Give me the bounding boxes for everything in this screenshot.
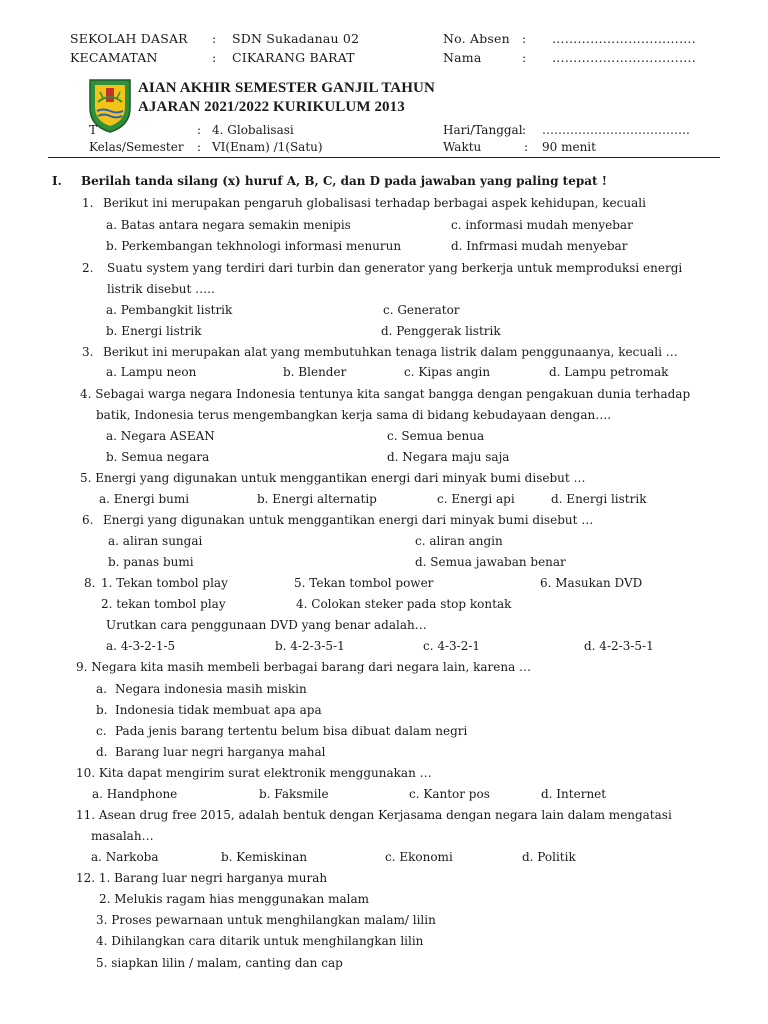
q8-option-b: b. 4-2-3-5-1 <box>275 639 345 653</box>
q4-text-line1: 4. Sebagai warga negara Indonesia tentunya kita sangat bangga dengan pengakuan dunia terhadap <box>80 387 691 401</box>
header-divider <box>48 157 720 158</box>
q6-option-b: b. panas bumi <box>108 555 194 569</box>
time-label: Waktu <box>443 140 482 154</box>
q11-option-a: a. Narkoba <box>91 850 159 864</box>
q2-text-line1: Suatu system yang terdiri dari turbin dan generator yang berkerja untuk memproduksi energi <box>107 261 683 275</box>
q8-step-5: 5. Tekan tombol power <box>294 576 434 590</box>
name-value: ……………………………. <box>552 50 696 65</box>
absen-value: ……………………………. <box>552 31 696 46</box>
absen-sep: : <box>522 31 527 46</box>
section-number: I. <box>52 174 62 188</box>
q6-option-a: a. aliran sungai <box>108 534 203 548</box>
q4-text-line2: batik, Indonesia terus mengembangkan kerja sama di bidang kebudayaan dengan…. <box>96 408 612 422</box>
exam-title-line2: AJARAN 2021/2022 KURIKULUM 2013 <box>138 99 405 115</box>
date-label: Hari/Tanggal <box>443 123 523 137</box>
q3-option-d: d. Lampu petromak <box>549 365 669 379</box>
school-label: SEKOLAH DASAR <box>70 31 188 46</box>
q2-option-a: a. Pembangkit listrik <box>106 303 233 317</box>
q11-option-c: c. Ekonomi <box>385 850 453 864</box>
q1-text: Berikut ini merupakan pengaruh globalisasi terhadap berbagai aspek kehidupan, kecuali <box>103 196 646 210</box>
q10-option-a: a. Handphone <box>92 787 178 801</box>
q8-prompt: Urutkan cara penggunaan DVD yang benar adalah… <box>106 618 427 632</box>
q6-number: 6. <box>82 513 94 527</box>
district-sep: : <box>212 50 217 65</box>
q8-option-d: d. 4-2-3-5-1 <box>584 639 654 653</box>
q10-option-c: c. Kantor pos <box>409 787 490 801</box>
exam-title-line1: AIAN AKHIR SEMESTER GANJIL TAHUN <box>138 80 435 96</box>
q3-option-c: c. Kipas angin <box>404 365 491 379</box>
q5-text: 5. Energi yang digunakan untuk menggantikan energi dari minyak bumi disebut … <box>80 471 586 485</box>
q12-step-3: 3. Proses pewarnaan untuk menghilangkan malam/ lilin <box>96 913 436 927</box>
q9-option-b-letter: b. <box>96 703 108 717</box>
q11-option-d: d. Politik <box>522 850 576 864</box>
district-value: CIKARANG BARAT <box>232 50 355 65</box>
q5-option-c: c. Energi api <box>437 492 515 506</box>
q10-option-b: b. Faksmile <box>259 787 329 801</box>
q12-step-2: 2. Melukis ragam hias menggunakan malam <box>99 892 369 906</box>
q12-step-4: 4. Dihilangkan cara ditarik untuk menghilangkan lilin <box>96 934 424 948</box>
q11-text-line2: masalah… <box>91 829 154 843</box>
q3-option-a: a. Lampu neon <box>106 365 197 379</box>
class-value: VI(Enam) /1(Satu) <box>212 140 323 154</box>
q8-number: 8. <box>84 576 96 590</box>
q11-option-b: b. Kemiskinan <box>221 850 308 864</box>
q12-step-5: 5. siapkan lilin / malam, canting dan cap <box>96 956 343 970</box>
tema-value: 4. Globalisasi <box>212 123 294 137</box>
q1-number: 1. <box>82 196 94 210</box>
q5-option-d: d. Energi listrik <box>551 492 647 506</box>
tema-sep: : <box>197 123 202 137</box>
q5-option-a: a. Energi bumi <box>99 492 190 506</box>
date-value: ………………………………. <box>542 123 690 137</box>
q1-option-c: c. informasi mudah menyebar <box>451 218 633 232</box>
q11-text-line1: 11. Asean drug free 2015, adalah bentuk dengan Kerjasama dengan negara lain dalam mengatasi <box>76 808 672 822</box>
q6-option-d: d. Semua jawaban benar <box>415 555 566 569</box>
section-instruction: Berilah tanda silang (x) huruf A, B, C, dan D pada jawaban yang paling tepat ! <box>81 174 608 188</box>
q9-option-c-letter: c. <box>96 724 107 738</box>
q6-option-c: c. aliran angin <box>415 534 503 548</box>
q10-option-d: d. Internet <box>541 787 607 801</box>
q12-text: 12. 1. Barang luar negri harganya murah <box>76 871 328 885</box>
q2-option-c: c. Generator <box>383 303 460 317</box>
q9-option-d: Barang luar negri harganya mahal <box>115 745 326 759</box>
q9-text: 9. Negara kita masih membeli berbagai barang dari negara lain, karena … <box>76 660 532 674</box>
absen-label: No. Absen <box>443 31 510 46</box>
school-value: SDN Sukadanau 02 <box>232 31 360 46</box>
q9-option-d-letter: d. <box>96 745 108 759</box>
q5-option-b: b. Energi alternatip <box>257 492 377 506</box>
q9-option-c: Pada jenis barang tertentu belum bisa dibuat dalam negri <box>115 724 468 738</box>
school-sep: : <box>212 31 217 46</box>
q9-option-a: Negara indonesia masih miskin <box>115 682 307 696</box>
q8-option-c: c. 4-3-2-1 <box>423 639 481 653</box>
q8-option-a: a. 4-3-2-1-5 <box>106 639 176 653</box>
tema-label: T <box>89 123 98 137</box>
q10-text: 10. Kita dapat mengirim surat elektronik menggunakan … <box>76 766 432 780</box>
q2-text-line2: listrik disebut ….. <box>107 282 215 296</box>
q8-step-2: 2. tekan tombol play <box>101 597 226 611</box>
q3-text: Berikut ini merupakan alat yang membutuhkan tenaga listrik dalam penggunaanya, kecuali … <box>103 345 678 359</box>
name-sep: : <box>522 50 527 65</box>
q3-option-b: b. Blender <box>283 365 347 379</box>
q8-step-1: 1. Tekan tombol play <box>101 576 228 590</box>
q2-option-b: b. Energi listrik <box>106 324 202 338</box>
q4-option-a: a. Negara ASEAN <box>106 429 215 443</box>
q4-option-b: b. Semua negara <box>106 450 210 464</box>
q9-option-b: Indonesia tidak membuat apa apa <box>115 703 322 717</box>
q4-option-d: d. Negara maju saja <box>387 450 510 464</box>
district-label: KECAMATAN <box>70 50 158 65</box>
name-label: Nama <box>443 50 482 65</box>
q2-option-d: d. Penggerak listrik <box>381 324 501 338</box>
date-sep: : <box>522 123 527 137</box>
q6-text: Energi yang digunakan untuk menggantikan energi dari minyak bumi disebut … <box>103 513 594 527</box>
q3-number: 3. <box>82 345 94 359</box>
class-label: Kelas/Semester <box>89 140 184 154</box>
class-sep: : <box>197 140 202 154</box>
q9-option-a-letter: a. <box>96 682 107 696</box>
time-sep: : <box>524 140 529 154</box>
q8-step-4: 4. Colokan steker pada stop kontak <box>296 597 512 611</box>
q1-option-a: a. Batas antara negara semakin menipis <box>106 218 351 232</box>
q4-option-c: c. Semua benua <box>387 429 485 443</box>
q1-option-d: d. Infrmasi mudah menyebar <box>451 239 628 253</box>
q8-step-6: 6. Masukan DVD <box>540 576 643 590</box>
q1-option-b: b. Perkembangan tekhnologi informasi menurun <box>106 239 402 253</box>
q2-number: 2. <box>82 261 94 275</box>
time-value: 90 menit <box>542 140 596 154</box>
